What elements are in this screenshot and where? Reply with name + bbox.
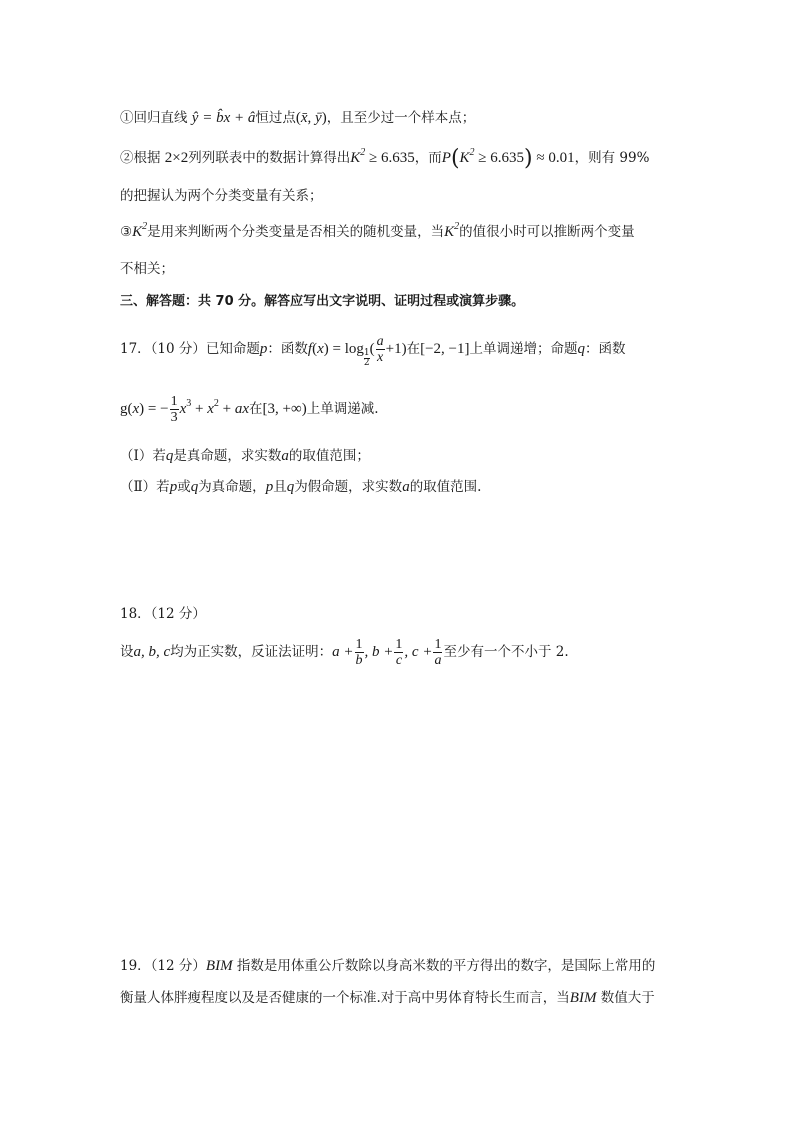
- bim-term-2: BIM: [569, 990, 597, 1006]
- vars-abc: a, b, c: [133, 643, 171, 660]
- statement-3-line2: 不相关；: [120, 261, 174, 277]
- log-base-half: $\frac{1}{2}$: [363, 348, 370, 368]
- statement-2: ②根据 2×2列列联表中的数据计算得出$K^2 \ge 6.635$，而$P(K^2 \ge 6.635) \approx 0.01$，则有 99%: [120, 146, 650, 171]
- question-18: 设a, b, c均为正实数，反证法证明：a + $\frac{1}{b}$ , b + $\frac{1}{c}$ , c + $\frac{1}{a}$ 至少有一个不小于 2.: [120, 637, 569, 668]
- question-17: 17．（10 分）已知命题p：函数f(x) = log $\frac{1}{2}$ ( $\frac{a}{x}$ +1)在[−2, −1]上单调递增；命题q：函数: [120, 334, 626, 368]
- statement-2-line2: 的把握认为两个分类变量有关系；: [120, 188, 323, 204]
- expression-abc: a + $\frac{1}{b}$ , b + $\frac{1}{c}$ , c + $\frac{1}{a}$: [332, 637, 442, 668]
- var-p: p: [259, 341, 268, 357]
- bim-term: BIM: [205, 958, 233, 974]
- fraction-a-over-x: $\frac{a}{x}$: [376, 334, 384, 365]
- question-18-number: 18．（12 分）: [120, 606, 206, 622]
- probability-formula: $P(K^2 \ge 6.635) \approx 0.01$: [441, 146, 575, 171]
- center-point-formula: (x̄, ȳ): [295, 110, 327, 126]
- regression-line-formula: ŷ = b̂x + â: [191, 110, 256, 126]
- question-19: 19．（12 分）BIM 指数是用体重公斤数除以身高米数的平方得出的数字，是国际上常用的: [120, 958, 656, 974]
- table-size-formula: 2×2: [164, 150, 189, 166]
- statement-2-marker: ②: [120, 150, 134, 166]
- statement-3-marker: ③: [120, 224, 133, 240]
- question-17-line2: g(x) = − $\frac{1}{3}$ $x^3 + x^2$ + ax在[3, +∞)上单调递减.: [120, 394, 379, 425]
- statement-1-marker: ①: [120, 110, 134, 126]
- k2-symbol-2: $K^2$: [444, 221, 460, 240]
- interval-p: [−2, −1]: [420, 341, 470, 357]
- question-17-part2: （Ⅱ）若p或q为真命题，p且q为假命题，求实数a的取值范围.: [120, 479, 482, 495]
- function-f-formula: f: [307, 341, 313, 357]
- statement-3: $③K^2$是用来判断两个分类变量是否相关的随机变量，当$K^2$的值很小时可以推断两个变量: [120, 221, 635, 240]
- question-19-line2: 衡量人体胖瘦程度以及是否健康的一个标准.对于高中男体育特长生而言，当BIM 数值大于: [120, 990, 655, 1006]
- q19-number: 19．（12 分）: [120, 958, 206, 974]
- statement-1: ①回归直线 ŷ = b̂x + â恒过点(x̄, ȳ)，且至少过一个样本点；: [120, 110, 476, 126]
- question-17-part1: （Ⅰ）若q是真命题，求实数a的取值范围；: [120, 448, 370, 464]
- fraction-one-third: $\frac{1}{3}$: [170, 394, 178, 425]
- function-g-formula: g(x) = −: [120, 401, 169, 417]
- section-3-heading: 三、解答题：共 70 分。解答应写出文字说明、证明过程或演算步骤。: [120, 294, 525, 309]
- k2-inequality: $K^2 \ge 6.635$: [350, 147, 415, 166]
- k2-symbol: $K^2$: [132, 221, 148, 240]
- interval-q: [3, +∞): [262, 401, 307, 417]
- var-q: q: [577, 341, 585, 357]
- q17-number: 17．（10 分）: [120, 341, 206, 357]
